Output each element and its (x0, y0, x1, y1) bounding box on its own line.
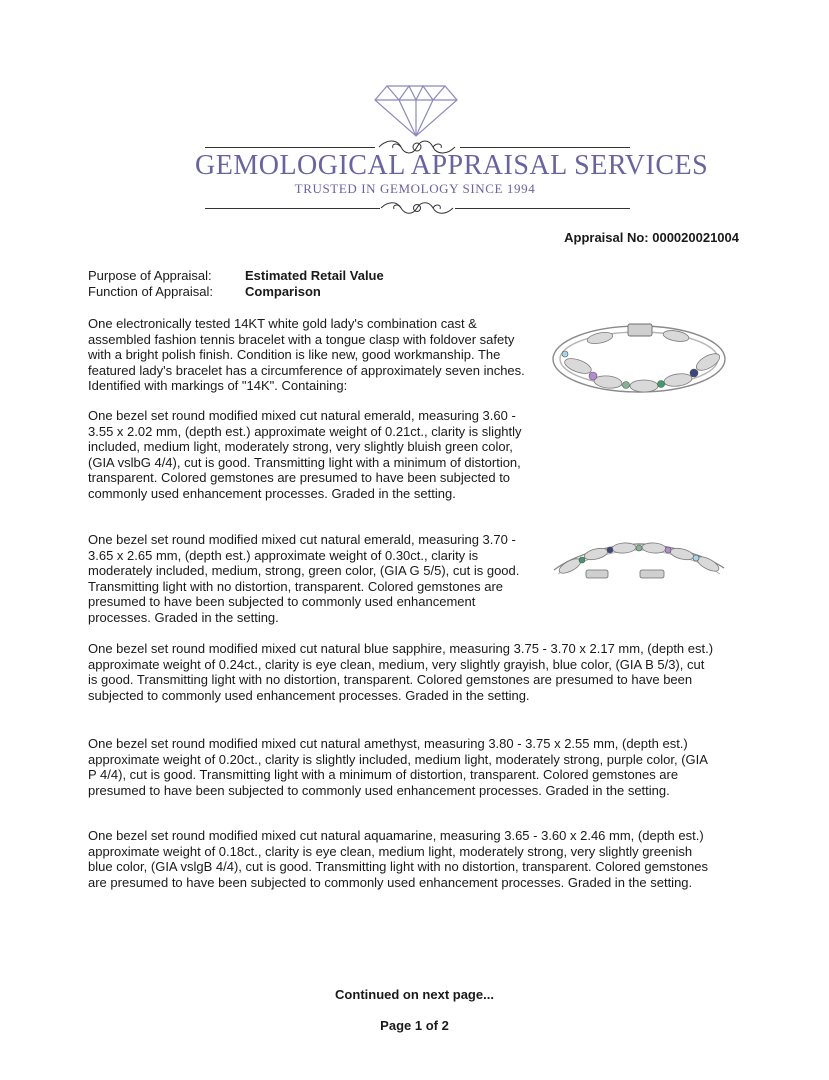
description-paragraph: One electronically tested 14KT white gold lady's combination cast & assembled fashion tennis bracelet with a tongue clasp with foldover safety with a bright polish finish. Condition is like new, good workmanship. The featured lady's bracelet has a circumference of approximately seven inches. Identified with markings of "14K". Containing: (88, 316, 525, 394)
purpose-value: Estimated Retail Value (245, 268, 384, 283)
ornament-line-bottom-left (205, 208, 380, 209)
ornament-line-top-left (205, 147, 375, 148)
diamond-logo-icon (373, 84, 459, 138)
continued-note: Continued on next page... (335, 987, 494, 1002)
aquamarine-paragraph: One bezel set round modified mixed cut natural aquamarine, measuring 3.65 - 3.60 x 2.46 mm, (depth est.) approximate weight of 0.18ct., clarity is eye clean, medium light, moderately strong, very slightly greenish blue color, (GIA vslgB 4/4), cut is good. Transmitting light with no distortion, transparent. Colored gemstones are presumed to have been subjected to commonly used enhancement processes. Graded in the setting. (88, 828, 708, 890)
function-value: Comparison (245, 284, 321, 299)
amethyst-paragraph: One bezel set round modified mixed cut natural amethyst, measuring 3.80 - 3.75 x 2.55 mm, (depth est.) approximate weight of 0.20ct., clarity is slightly included, medium light, moderately strong, purple color, (GIA P 4/4), cut is good. Transmitting light with a minimum of distortion, transparent. Colored gemstones are presumed to have been subjected to commonly used enhancement processes. Graded in the setting. (88, 736, 708, 798)
page-number: Page 1 of 2 (380, 1018, 449, 1033)
appraisal-number: Appraisal No: 000020021004 (564, 230, 739, 245)
company-name: GEMOLOGICAL APPRAISAL SERVICES (195, 150, 709, 181)
bracelet-open-image (548, 540, 730, 588)
sapphire-paragraph: One bezel set round modified mixed cut natural blue sapphire, measuring 3.75 - 3.70 x 2.17 mm, (depth est.) approximate weight of 0.24ct., clarity is eye clean, medium, very slightly grayish, blue color, (GIA B 5/3), cut is good. Transmitting light with no distortion, transparent. Colored gemstones are presumed to have been subjected to commonly used enhancement processes. Graded in the setting. (88, 641, 714, 703)
flourish-bottom-icon (378, 198, 456, 218)
purpose-label: Purpose of Appraisal: (88, 268, 212, 283)
ornament-line-bottom-right (455, 208, 630, 209)
function-label: Function of Appraisal: (88, 284, 214, 299)
company-tagline: TRUSTED IN GEMOLOGY SINCE 1994 (294, 181, 536, 196)
emerald-1-paragraph: One bezel set round modified mixed cut natural emerald, measuring 3.60 - 3.55 x 2.02 mm, (depth est.) approximate weight of 0.21ct., clarity is slightly included, medium light, moderately strong, very slightly bluish green color, (GIA vslbG 4/4), cut is good. Transmitting light with a minimum of distortion, transparent. Colored gemstones are presumed to have been subjected to commonly used enhancement processes. Graded in the setting. (88, 408, 522, 501)
ornament-line-top-right (460, 147, 630, 148)
bracelet-closed-image (548, 318, 730, 400)
emerald-2-paragraph: One bezel set round modified mixed cut natural emerald, measuring 3.70 - 3.65 x 2.65 mm, (depth est.) approximate weight of 0.30ct., clarity is moderately included, medium, strong, green color, (GIA G 5/5), cut is good. Transmitting light with no distortion, transparent. Colored gemstones are presumed to have been subjected to commonly used enhancement processes. Graded in the setting. (88, 532, 520, 625)
function-row (88, 284, 321, 300)
purpose-row (88, 268, 384, 284)
